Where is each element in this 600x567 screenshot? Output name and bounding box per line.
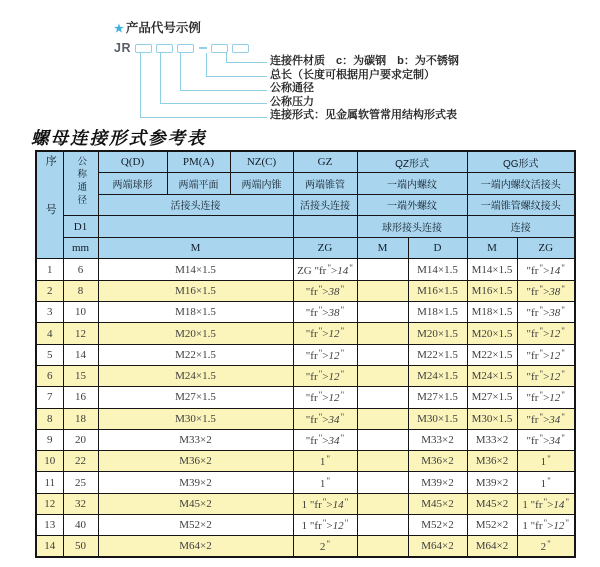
leader-line-5 [140, 53, 267, 118]
code-box-3 [177, 44, 194, 53]
table-row [36, 493, 575, 514]
nut-connection-table [35, 150, 576, 558]
cell-qz_m [357, 451, 408, 472]
table-header [36, 151, 575, 259]
cell-qg_m: M14×1.5 [467, 259, 517, 280]
star-icon: ★ [114, 23, 124, 35]
qg-zg-column-label: ZG [517, 237, 575, 259]
qz-connection-label: 球形接头连接 [357, 216, 467, 238]
cell-qz_d: M14×1.5 [408, 259, 467, 280]
table-title: 螺母连接形式参考表 [31, 129, 207, 149]
cell-gz: "fr">12" [293, 387, 357, 408]
cell-qg_m: M64×2 [467, 536, 517, 557]
cell-m: M27×1.5 [98, 387, 293, 408]
diagram-labels [270, 55, 459, 123]
cell-dn: 14 [63, 344, 98, 365]
qg-subtitle-2: 一端锥管螺纹接头 [467, 194, 575, 216]
cell-qg_zg: 1" [517, 451, 575, 472]
cell-qz_m [357, 365, 408, 386]
cell-m: M45×2 [98, 493, 293, 514]
cell-gz: ZG "fr">14" [293, 259, 357, 280]
table-row [36, 536, 575, 557]
cell-qg_m: M45×2 [467, 493, 517, 514]
cell-qz_d: M64×2 [408, 536, 467, 557]
cell-qg_m: M16×1.5 [467, 280, 517, 301]
cell-gz: "fr">34" [293, 408, 357, 429]
diagram-heading-text: 产品代号示例 [125, 21, 201, 35]
cell-qg_zg: 1 "fr">12" [517, 515, 575, 536]
qz-d-column-label: D [408, 237, 467, 259]
cell-qz_d: M33×2 [408, 429, 467, 450]
gz-union-label: 活接头连接 [293, 194, 357, 216]
col-header-nz: NZ(C) [230, 151, 293, 173]
code-box-4 [211, 44, 228, 53]
cell-qz_m [357, 472, 408, 493]
blank-cell [98, 216, 293, 238]
col-header-dn [63, 151, 98, 216]
cell-qz_m [357, 536, 408, 557]
table-row [36, 515, 575, 536]
qz-m-column-label: M [357, 237, 408, 259]
col-header-gz: GZ [293, 151, 357, 173]
d1-label: D1 [63, 216, 98, 238]
label-connection: 连接形式：见金属软管常用结构形式表 [270, 109, 457, 122]
product-code-diagram [0, 0, 600, 125]
cell-m: M20×1.5 [98, 323, 293, 344]
cell-no: 1 [36, 259, 63, 280]
cell-gz: "fr">12" [293, 323, 357, 344]
code-box-1 [135, 44, 152, 53]
cell-qz_m [357, 493, 408, 514]
cell-dn: 50 [63, 536, 98, 557]
cell-gz: "fr">34" [293, 429, 357, 450]
cell-qg_m: M33×2 [467, 429, 517, 450]
cell-qz_m [357, 259, 408, 280]
cell-dn: 10 [63, 302, 98, 323]
cell-qg_m: M39×2 [467, 472, 517, 493]
cell-no: 8 [36, 408, 63, 429]
cell-qz_m [357, 302, 408, 323]
pm-subtitle: 两端平面 [167, 173, 230, 195]
cell-qz_d: M36×2 [408, 451, 467, 472]
label-pressure: 公称压力 [270, 95, 314, 108]
cell-dn: 16 [63, 387, 98, 408]
cell-qg_m: M27×1.5 [467, 387, 517, 408]
cell-qg_m: M18×1.5 [467, 302, 517, 323]
table-row [36, 408, 575, 429]
qg-subtitle-1: 一端内螺纹活接头 [467, 173, 575, 195]
cell-qz_m [357, 280, 408, 301]
cell-qz_d: M27×1.5 [408, 387, 467, 408]
cell-no: 11 [36, 472, 63, 493]
code-box-2 [156, 44, 173, 53]
cell-qg_zg: "fr">38" [517, 302, 575, 323]
table-row [36, 323, 575, 344]
cell-qz_m [357, 408, 408, 429]
table-row [36, 429, 575, 450]
cell-gz: 1" [293, 472, 357, 493]
cell-qz_d: M24×1.5 [408, 365, 467, 386]
table-body [36, 259, 575, 557]
cell-qz_d: M52×2 [408, 515, 467, 536]
cell-m: M30×1.5 [98, 408, 293, 429]
mm-label: mm [63, 237, 98, 259]
cell-m: M24×1.5 [98, 365, 293, 386]
cell-no: 5 [36, 344, 63, 365]
cell-m: M16×1.5 [98, 280, 293, 301]
cell-qg_zg: "fr">14" [517, 259, 575, 280]
table-row [36, 451, 575, 472]
cell-m: M36×2 [98, 451, 293, 472]
col-header-q: Q(D) [98, 151, 167, 173]
cell-no: 7 [36, 387, 63, 408]
cell-dn: 12 [63, 323, 98, 344]
cell-dn: 22 [63, 451, 98, 472]
cell-no: 2 [36, 280, 63, 301]
table-row [36, 472, 575, 493]
code-box-5 [232, 44, 249, 53]
cell-qg_m: M24×1.5 [467, 365, 517, 386]
table-row [36, 280, 575, 301]
cell-qz_d: M20×1.5 [408, 323, 467, 344]
cell-qz_m [357, 515, 408, 536]
cell-no: 14 [36, 536, 63, 557]
cell-m: M52×2 [98, 515, 293, 536]
cell-qg_m: M52×2 [467, 515, 517, 536]
cell-qg_zg: 1" [517, 472, 575, 493]
cell-m: M14×1.5 [98, 259, 293, 280]
cell-m: M39×2 [98, 472, 293, 493]
label-material: 连接件材质 c：为碳钢 b：为不锈钢 [270, 55, 459, 67]
cell-qg_zg: "fr">38" [517, 280, 575, 301]
cell-dn: 18 [63, 408, 98, 429]
cell-qz_m [357, 344, 408, 365]
cell-gz: 1 "fr">12" [293, 515, 357, 536]
cell-qz_d: M22×1.5 [408, 344, 467, 365]
dn-label: 公称通径 [75, 156, 87, 208]
cell-qz_d: M16×1.5 [408, 280, 467, 301]
cell-qg_zg: 2" [517, 536, 575, 557]
qz-subtitle-1: 一端内螺纹 [357, 173, 467, 195]
qg-connection-label: 连接 [467, 216, 575, 238]
zg-column-label: ZG [293, 237, 357, 259]
cell-qg_zg: "fr">12" [517, 387, 575, 408]
cell-dn: 15 [63, 365, 98, 386]
table-row [36, 259, 575, 280]
cell-gz: "fr">38" [293, 280, 357, 301]
qg-m-column-label: M [467, 237, 517, 259]
gz-subtitle: 两端锥管 [293, 173, 357, 195]
cell-qg_zg: "fr">12" [517, 323, 575, 344]
cell-qz_d: M45×2 [408, 493, 467, 514]
table-row [36, 387, 575, 408]
cell-qz_d: M30×1.5 [408, 408, 467, 429]
cell-m: M33×2 [98, 429, 293, 450]
cell-qg_zg: "fr">34" [517, 408, 575, 429]
cell-no: 4 [36, 323, 63, 344]
cell-no: 10 [36, 451, 63, 472]
code-dash [199, 47, 207, 49]
cell-qg_zg: "fr">12" [517, 365, 575, 386]
table-row [36, 344, 575, 365]
m-column-label: M [98, 237, 293, 259]
nz-subtitle: 两端内锥 [230, 173, 293, 195]
cell-qz_d: M39×2 [408, 472, 467, 493]
cell-qg_zg: "fr">12" [517, 344, 575, 365]
cell-dn: 8 [63, 280, 98, 301]
label-diameter: 公称通径 [270, 82, 314, 95]
col-header-qg: QG形式 [467, 151, 575, 173]
cell-qg_m: M36×2 [467, 451, 517, 472]
cell-gz: "fr">38" [293, 302, 357, 323]
label-length: 总长（长度可根据用户要求定制） [270, 68, 435, 81]
cell-qg_m: M22×1.5 [467, 344, 517, 365]
cell-dn: 32 [63, 493, 98, 514]
cell-gz: 1" [293, 451, 357, 472]
cell-m: M22×1.5 [98, 344, 293, 365]
cell-gz: "fr">12" [293, 344, 357, 365]
cell-dn: 20 [63, 429, 98, 450]
cell-qz_m [357, 323, 408, 344]
cell-dn: 25 [63, 472, 98, 493]
blank-cell [293, 216, 357, 238]
cell-qz_m [357, 387, 408, 408]
code-prefix: JR [114, 41, 131, 55]
cell-no: 6 [36, 365, 63, 386]
cell-qg_zg: 1 "fr">14" [517, 493, 575, 514]
cell-qg_m: M20×1.5 [467, 323, 517, 344]
cell-m: M64×2 [98, 536, 293, 557]
col-header-pm: PM(A) [167, 151, 230, 173]
cell-no: 13 [36, 515, 63, 536]
col-header-serial [36, 151, 63, 259]
cell-qz_m [357, 429, 408, 450]
cell-qz_d: M18×1.5 [408, 302, 467, 323]
cell-qg_zg: "fr">34" [517, 429, 575, 450]
cell-qg_m: M30×1.5 [467, 408, 517, 429]
union-connection-label: 活接头连接 [98, 194, 293, 216]
table-row [36, 302, 575, 323]
table-row [36, 365, 575, 386]
cell-dn: 40 [63, 515, 98, 536]
q-subtitle: 两端球形 [98, 173, 167, 195]
cell-gz: 2" [293, 536, 357, 557]
col-header-qz: QZ形式 [357, 151, 467, 173]
cell-dn: 6 [63, 259, 98, 280]
cell-gz: "fr">12" [293, 365, 357, 386]
diagram-heading [114, 18, 201, 36]
cell-no: 3 [36, 302, 63, 323]
cell-no: 12 [36, 493, 63, 514]
serial-label: 序号 [44, 155, 57, 253]
cell-gz: 1 "fr">14" [293, 493, 357, 514]
qz-subtitle-2: 一端外螺纹 [357, 194, 467, 216]
cell-m: M18×1.5 [98, 302, 293, 323]
cell-no: 9 [36, 429, 63, 450]
